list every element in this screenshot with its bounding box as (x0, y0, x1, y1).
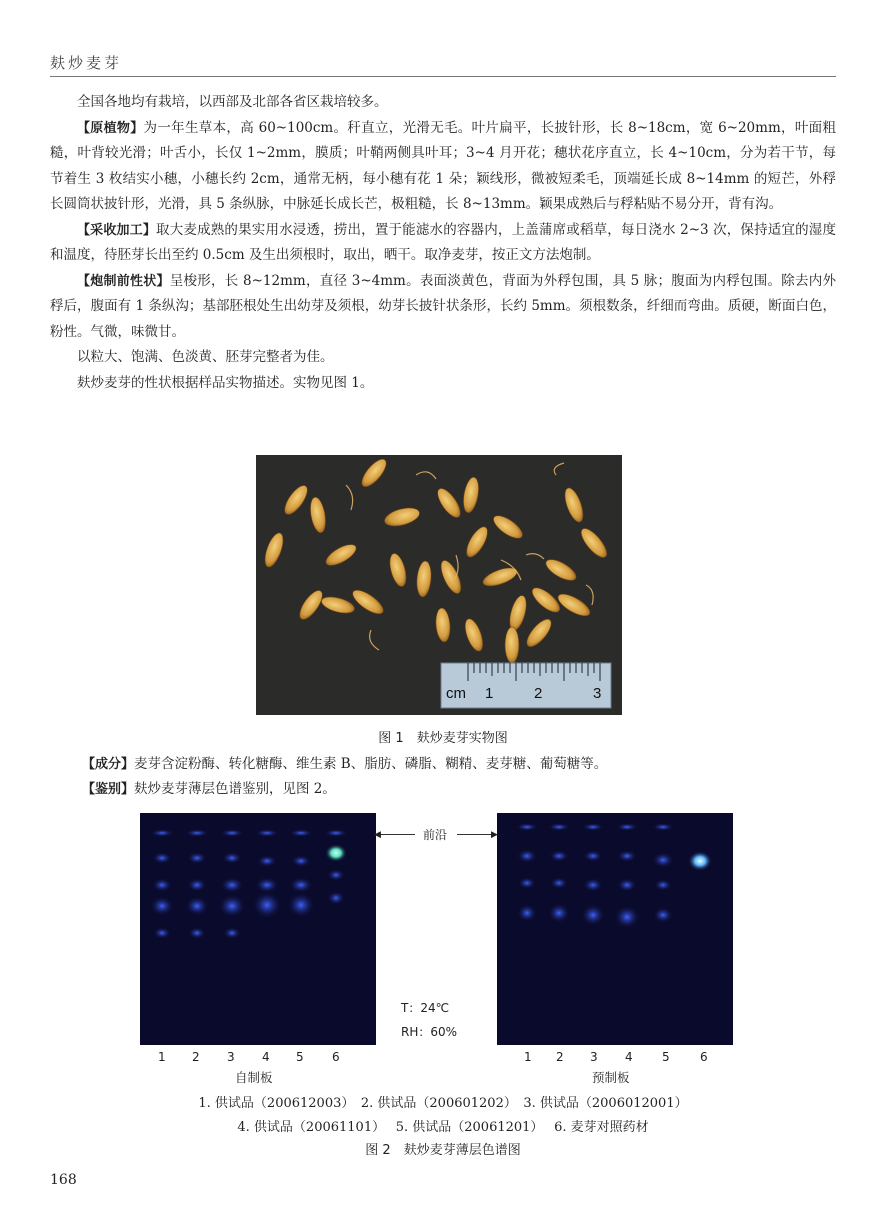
lane-label-right-2: 2 (556, 1050, 564, 1064)
identification-tag: 【鉴别】 (82, 782, 135, 797)
lane-label-right-3: 3 (590, 1050, 598, 1064)
malt-grains-image (256, 455, 622, 715)
tlc-plate-left (140, 813, 376, 1045)
lane-label-left-3: 3 (227, 1050, 235, 1064)
ruler-tick-3: 3 (593, 685, 602, 702)
legend-line-1: 1. 供试品（200612003） 2. 供试品（200601202） 3. 供试品（2006012001） (198, 1096, 688, 1111)
origin-tag: 【原植物】 (77, 120, 144, 136)
characteristics-tag: 【炮制前性状】 (77, 273, 170, 289)
temperature-label: T：24℃ (401, 1001, 450, 1015)
header-rule (50, 76, 836, 77)
sample-note-paragraph: 麸炒麦芽的性状根据样品实物描述。实物见图 1。 (77, 374, 374, 391)
harvest-text: 取大麦成熟的果实用水浸透，捞出，置于能滤水的容器内，上盖蒲席或稻草，每日浇水 2~3 次，保持适宜的湿度和温度，待胚芽长出至约 0.5cm 及生出须根时，取出，晒干。取净麦芽，按正文方法炮制。 (50, 221, 836, 263)
arrow-left-icon: ◀ (374, 830, 381, 840)
figure1-caption: 图 1 麸炒麦芽实物图 (378, 731, 508, 746)
reference-spot-right (688, 851, 712, 871)
quality-paragraph: 以粒大、饱满、色淡黄、胚芽完整者为佳。 (77, 349, 334, 365)
identification-paragraph (82, 777, 336, 802)
tlc-plate-right (497, 813, 733, 1045)
characteristics-paragraph (50, 269, 836, 346)
reference-spot-left (325, 844, 347, 862)
lane-label-left-4: 4 (262, 1050, 270, 1064)
identification-text: 麸炒麦芽薄层色谱鉴别，见图 2。 (134, 781, 336, 797)
page-number: 168 (50, 1172, 77, 1188)
distribution-paragraph: 全国各地均有栽培，以西部及北部各省区栽培较多。 (77, 94, 388, 110)
humidity-label: RH：60% (401, 1025, 458, 1039)
running-title: 麸炒麦芽 (50, 54, 123, 72)
components-tag: 【成分】 (82, 757, 135, 772)
ruler-tick-2: 2 (534, 685, 543, 702)
lane-label-left-6: 6 (332, 1050, 340, 1064)
arrow-right-icon: ▶ (491, 830, 498, 840)
tlc-chromatogram-left (140, 813, 376, 1045)
harvest-paragraph (50, 218, 836, 269)
lane-label-right-4: 4 (625, 1050, 633, 1064)
body-text (50, 90, 836, 396)
left-plate-label: 自制板 (235, 1070, 273, 1085)
characteristics-text: 呈梭形，长 8~12mm，直径 3~4mm。表面淡黄色，背面为外稃包围，具 5 脉；腹面为内稃包围。除去内外稃后，腹面有 1 条纵沟；基部胚根处生出幼芽及须根，幼芽长披针状条形，长约 5mm。须根数条，纤细而弯曲。质硬，断面白色，粉性。气微，味微甘。 (50, 272, 836, 340)
front-arrow-right (457, 834, 495, 835)
malt-photo (256, 455, 622, 715)
front-arrow-left (377, 834, 415, 835)
lane-label-right-5: 5 (662, 1050, 670, 1064)
lane-label-right-6: 6 (700, 1050, 708, 1064)
components-text: 麦芽含淀粉酶、转化糖酶、维生素 B、脂肪、磷脂、糊精、麦芽糖、葡萄糖等。 (134, 756, 608, 772)
tlc-chromatogram-right (497, 813, 733, 1045)
figure2-caption: 图 2 麸炒麦芽薄层色谱图 (365, 1143, 521, 1158)
origin-paragraph (50, 116, 836, 218)
lane-label-left-5: 5 (296, 1050, 304, 1064)
lane-label-left-2: 2 (192, 1050, 200, 1064)
harvest-tag: 【采收加工】 (77, 222, 157, 238)
lane-label-right-1: 1 (524, 1050, 532, 1064)
components-paragraph (82, 752, 607, 777)
ruler (441, 663, 611, 708)
lane-label-left-1: 1 (158, 1050, 166, 1064)
origin-text: 为一年生草本，高 60~100cm。秆直立，光滑无毛。叶片扁平，长披针形，长 8~18cm，宽 6~20mm，叶面粗糙，叶背较光滑；叶舌小，长仅 1~2mm，膜质；叶鞘两侧具叶耳；3~4 月开花；穗状花序直立，长 4~10cm，分为若干节，每节着生 3 枚结实小穗，小穗长约 2cm，通常无柄，每小穗有花 1 朵；颖线形，微被短柔毛，顶端延长成 8~14mm 的短芒，外稃长圆筒状披针形，光滑，具 5 条纵脉，中脉延长成长芒，极粗糙，长 8~13mm。颖果成熟后与稃粘贴不易分开，背有沟。 (50, 119, 836, 212)
right-plate-label: 预制板 (592, 1070, 630, 1085)
ruler-unit: cm (446, 685, 466, 702)
ruler-tick-1: 1 (485, 685, 494, 702)
front-label: 前沿 (423, 828, 448, 842)
legend-line-2: 4. 供试品（20061101） 5. 供试品（20061201） 6. 麦芽对照药材 (237, 1120, 649, 1135)
